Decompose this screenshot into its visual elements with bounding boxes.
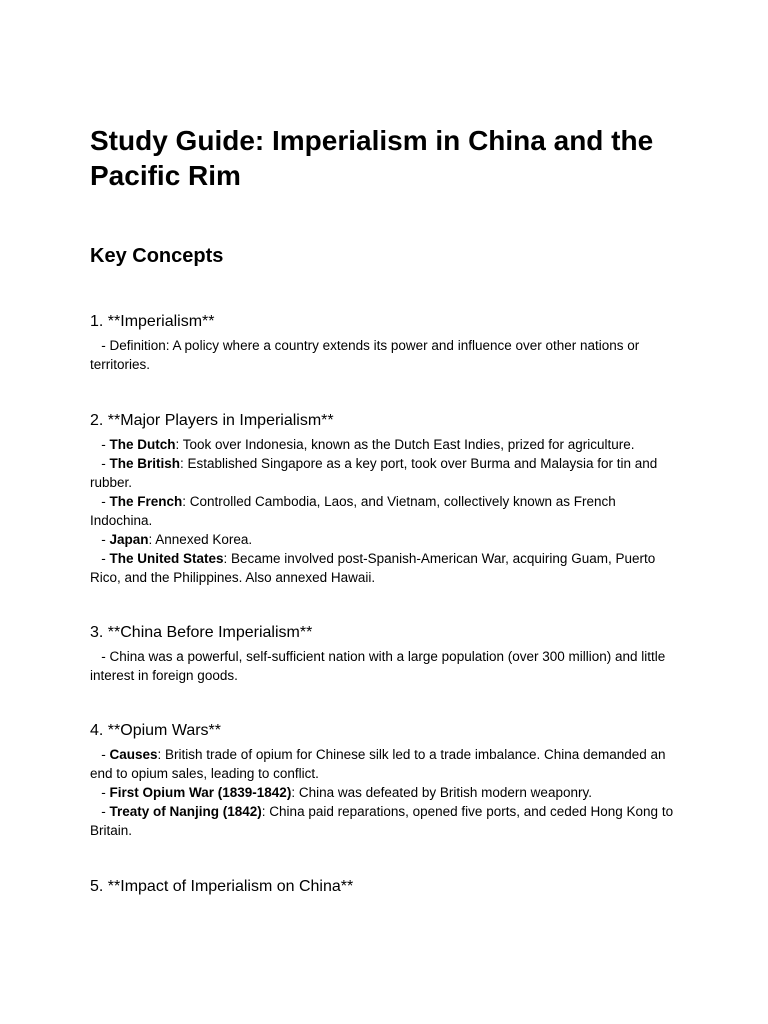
bullet-term: The British xyxy=(109,456,181,471)
bullet-prefix: - xyxy=(90,551,110,566)
bullet-text: : Annexed Korea. xyxy=(148,532,253,547)
bullet-prefix: - xyxy=(90,338,110,353)
bullet-term: The French xyxy=(109,494,183,509)
bullet-prefix: - xyxy=(90,437,110,452)
bullet-text: : Established Singapore as a key port, took over Burma and Malaysia for tin and rubber. xyxy=(90,456,658,490)
concept-bullet xyxy=(90,530,680,549)
concept-bullet xyxy=(90,549,680,587)
concept-bullet xyxy=(90,435,680,454)
bullet-text: : China was defeated by British modern weaponry. xyxy=(291,785,592,800)
bullet-prefix: - xyxy=(90,747,110,762)
concept-list xyxy=(90,312,678,897)
bullet-term: Japan xyxy=(109,532,149,547)
concept-bullet xyxy=(90,454,680,492)
bullet-term: Treaty of Nanjing (1842) xyxy=(109,804,262,819)
bullet-text: : China paid reparations, opened five ports, and ceded Hong Kong to Britain. xyxy=(90,804,674,838)
bullet-text: : British trade of opium for Chinese silk led to a trade imbalance. China demanded an end to opium sales, leading to conflict. xyxy=(90,747,666,781)
concept-title: 3. **China Before Imperialism** xyxy=(90,624,313,641)
bullet-prefix: - xyxy=(90,494,110,509)
bullet-prefix: - xyxy=(90,456,110,471)
bullet-term: The United States xyxy=(109,551,224,566)
bullet-prefix: - xyxy=(90,649,110,664)
section-heading-key-concepts: Key Concepts xyxy=(90,245,224,267)
concept-item xyxy=(90,411,678,587)
bullet-term: Causes xyxy=(109,747,158,762)
concept-bullet xyxy=(90,745,680,783)
bullet-text: : Controlled Cambodia, Laos, and Vietnam, collectively known as French Indochina. xyxy=(90,494,616,528)
bullet-text: China was a powerful, self-sufficient nation with a large population (over 300 million) and little interest in foreign goods. xyxy=(90,649,666,683)
bullet-prefix: - xyxy=(90,532,110,547)
concept-bullet xyxy=(90,802,680,840)
concept-item xyxy=(90,877,678,897)
concept-item xyxy=(90,721,678,840)
bullet-text: : Became involved post-Spanish-American War, acquiring Guam, Puerto Rico, and the Philippines. Also annexed Hawaii. xyxy=(90,551,656,585)
concept-bullet xyxy=(90,783,680,802)
bullet-prefix: - xyxy=(90,804,110,819)
document-title: Study Guide: Imperialism in China and the Pacific Rim xyxy=(90,125,654,191)
concept-title: 1. **Imperialism** xyxy=(90,313,215,330)
bullet-term: First Opium War (1839-1842) xyxy=(109,785,292,800)
bullet-text: : Took over Indonesia, known as the Dutch East Indies, prized for agriculture. xyxy=(175,437,635,452)
concept-bullet xyxy=(90,492,680,530)
bullet-prefix: - xyxy=(90,785,110,800)
concept-bullet xyxy=(90,647,680,685)
concept-title: 4. **Opium Wars** xyxy=(90,722,221,739)
concept-title: 2. **Major Players in Imperialism** xyxy=(90,412,334,429)
concept-item xyxy=(90,312,678,374)
concept-item xyxy=(90,623,678,685)
concept-title: 5. **Impact of Imperialism on China** xyxy=(90,878,354,895)
concept-bullet xyxy=(90,336,680,374)
bullet-text: Definition: A policy where a country extends its power and influence over other nations or territories. xyxy=(90,338,640,372)
bullet-term: The Dutch xyxy=(109,437,176,452)
